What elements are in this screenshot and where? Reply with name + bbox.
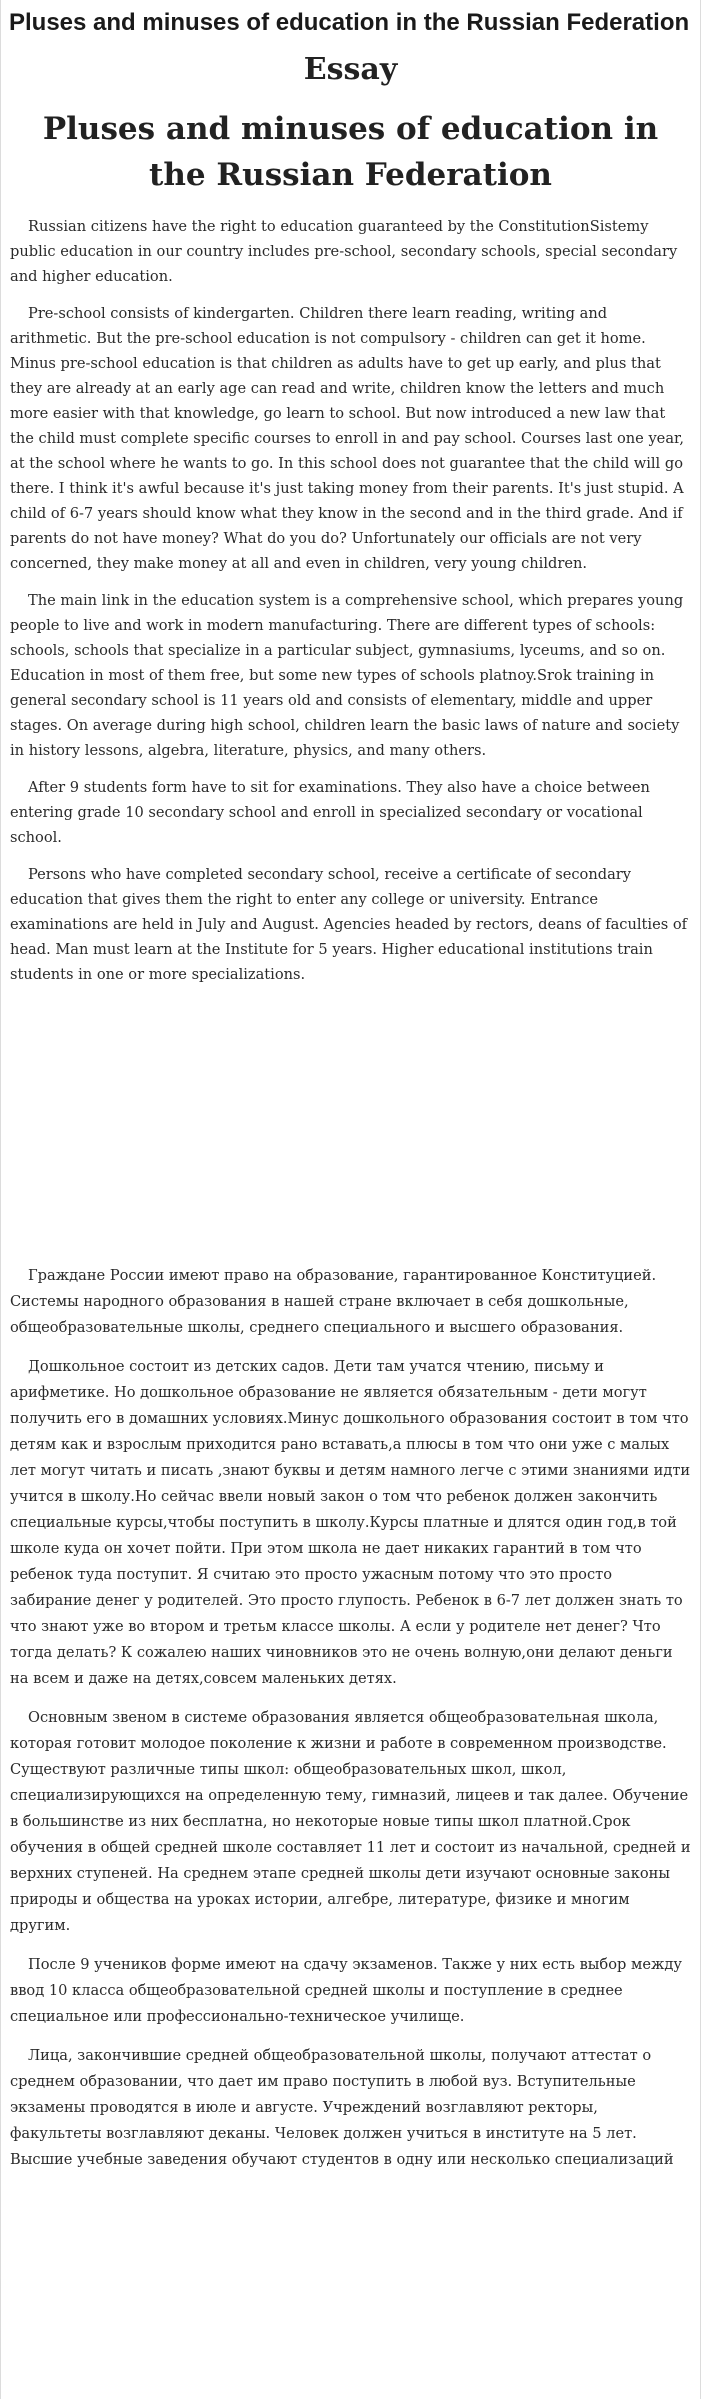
russian-text-section [1,1263,700,2173]
english-paragraph: The main link in the education system is a comprehensive school, which prepares young people to live and work in modern manufacturing. There are different types of schools: schools, schools that specialize in a particular subject, gymnasiums, lyceums, and so on. Education in most of them free, but some new types of schools platnoy.Srok training in general secondary school is 11 years old and consists of elementary, middle and upper stages. On average during high school, children learn the basic laws of nature and society in history lessons, algebra, literature, physics, and many others. [10,592,684,759]
english-paragraph: Persons who have completed secondary school, receive a certificate of secondary education that gives them the right to enter any college or university. Entrance examinations are held in July and August. Agencies headed by rectors, deans of faculties of head. Man must learn at the Institute for 5 years. Higher educational institutions train students in one or more specializations. [10,866,688,983]
english-paragraph: Russian citizens have the right to education guaranteed by the ConstitutionSistemy public education in our country includes pre-school, secondary schools, special secondary and higher education. [10,218,678,285]
english-paragraph: After 9 students form have to sit for examinations. They also have a choice between entering grade 10 secondary school and enroll in specialized secondary or vocational school. [10,779,650,846]
page-title: Pluses and minuses of education in the Russian Federation [9,9,690,36]
russian-paragraph: Граждане России имеют право на образование, гарантированное Конституцией. Системы народного образования в нашей стране включает в себя дошкольные, общеобразовательные школы, среднего специального и высшего образования. [10,1267,657,1336]
essay-label: Essay [303,52,398,87]
russian-paragraph: После 9 учеников форме имеют на сдачу экзаменов. Также у них есть выбор между ввод 10 класса общеобразовательной средней школы и поступление в среднее специальное или профессионально-техническое училище. [10,1956,682,2025]
russian-paragraph: Дошкольное состоит из детских садов. Дети там учатся чтению, письму и арифметике. Но дошкольное образование не является обязательным - дети могут получить его в домашних условиях.Минус дошкольного образования состоит в том что детям как и взрослым приходится рано вставать,а плюсы в том что они уже с малых лет могут читать и писать ,знают буквы и детям намного легче с этими знаниями идти учится в школу.Но сейчас ввели новый закон о том что ребенок должен закончить специальные курсы,чтобы поступить в школу.Курсы платные и длятся один год,в той школе куда он хочет пойти. При этом школа не дает никаких гарантий в том что ребенок туда поступит. Я считаю это просто ужасным потому что это просто забирание денег у родителей. Это просто глупость. Ребенок в 6-7 лет должен знать то что знают уже во втором и третьм классе школы. А если у родителе нет денег? Что тогда делать? К сожалею наших чиновников это не очень волную,они делают деньги на всем и даже на детях,совсем маленьких детях. [10,1358,691,1687]
english-paragraph: Pre-school consists of kindergarten. Children there learn reading, writing and arithmetic. But the pre-school education is not compulsory - children can get it home. Minus pre-school education is that children as adults have to get up early, and plus that they are already at an early age can read and write, children know the letters and much more easier with that knowledge, go learn to school. But now introduced a new law that the child must complete specific courses to enroll in and pay school. Courses last one year, at the school where he wants to go. In this school does not guarantee that the child will go there. I think it's awful because it's just taking money from their parents. It's just stupid. A child of 6-7 years should know what they know in the second and in the third grade. And if parents do not have money? What do you do? Unfortunately our officials are not very concerned, they make money at all and even in children, very young children. [10,305,685,572]
english-text-section [1,214,700,987]
russian-paragraph: Основным звеном в системе образования является общеобразовательная школа, которая готовит молодое поколение к жизни и работе в современном производстве. Существуют различные типы школ: общеобразовательных школ, школ, специализирующихся на определенную тему, гимназий, лицеев и так далее. Обучение в большинстве из них бесплатна, но некоторые новые типы школ платной.Срок обучения в общей средней школе составляет 11 лет и состоит из начальной, средней и верхних ступеней. На среднем этапе средней школы дети изучают основные законы природы и общества на уроках истории, алгебре, литературе, физике и многим другим. [10,1709,691,1934]
blank-gap [1,999,700,1263]
essay-heading: Pluses and minuses of education in the Russian Federation [42,111,659,193]
russian-paragraph: Лица, закончившие средней общеобразовательной школы, получают аттестат о среднем образовании, что дает им право поступить в любой вуз. Вступительные экзамены проводятся в июле и августе. Учреждений возглавляют ректоры, факультеты возглавляют деканы. Человек должен учиться в институте на 5 лет. Высшие учебные заведения обучают студентов в одну или несколько специализаций [10,2047,674,2168]
